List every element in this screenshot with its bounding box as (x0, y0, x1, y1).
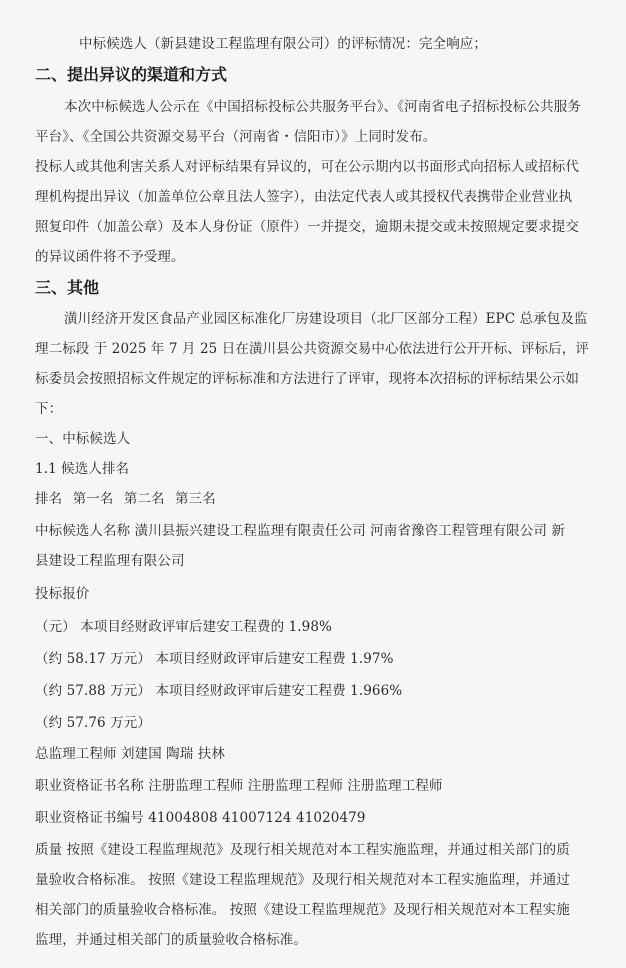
quality-line: 监理，并通过相关部门的质量验收合格标准。 (35, 932, 307, 948)
rank-value: 第一名 (72, 491, 114, 507)
s2-para2-line: 照复印件（加盖公章）及本人身份证（原件）一并提交，逾期未提交或未按照规定要求提交 (35, 219, 579, 235)
supervisors-line: 总监理工程师 刘建国 陶瑞 扶林 (35, 746, 225, 762)
s2-para2-line: 的异议函件将不予受理。 (35, 249, 185, 265)
candidate-names-line: 县建设工程监理有限公司 (35, 553, 185, 569)
section2-heading: 二、提出异议的渠道和方式 (35, 65, 228, 84)
intro-line: 中标候选人（新县建设工程监理有限公司）的评标情况：完全响应； (79, 36, 487, 52)
s2-para1-line: 本次中标候选人公示在《中国招标投标公共服务平台》、《河南省电子招标投标公共服务 (64, 99, 581, 115)
bid-line: （约 57.88 万元） 本项目经财政评审后建安工程费 1.966% (35, 683, 403, 699)
bid-line: （约 58.17 万元） 本项目经财政评审后建安工程费 1.97% (35, 651, 394, 667)
section3-heading: 三、其他 (35, 278, 100, 297)
s3-para-line: 理二标段 于 2025 年 7 月 25 日在潢川县公共资源交易中心依法进行公开开标、评标后，评 (35, 341, 589, 357)
quality-line: 质量 按照《建设工程监理规范》及现行相关规范对本工程实施监理，并通过相关部门的质 (35, 842, 570, 858)
cert-numbers-line: 职业资格证书编号 41004808 41007124 41020479 (35, 810, 366, 826)
s2-para2-line: 投标人或其他利害关系人对评标结果有异议的，可在公示期内以书面形式向招标人或招标代 (35, 159, 579, 175)
subheading-candidates: 一、中标候选人 (35, 431, 131, 447)
cert-names-line: 职业资格证书名称 注册监理工程师 注册监理工程师 注册监理工程师 (35, 778, 443, 794)
s2-para1-line: 平台》、《全国公共资源交易平台（河南省・信阳市）》上同时发布。 (35, 129, 437, 145)
s2-para2-line: 理机构提出异议（加盖单位公章且法人签字），由法定代表人或其授权代表携带企业营业执 (35, 189, 573, 205)
s3-para-line: 下： (35, 401, 63, 417)
rank-value: 第二名 (123, 491, 165, 507)
bid-line: （约 57.76 万元） (35, 715, 151, 731)
rank-value: 第三名 (175, 491, 216, 507)
quality-line: 相关部门的质量验收合格标准。 按照《建设工程监理规范》及现行相关规范对本工程实施 (35, 902, 570, 918)
quality-line: 量验收合格标准。 按照《建设工程监理规范》及现行相关规范对本工程实施监理，并通过 (35, 872, 570, 888)
bid-line: （元） 本项目经财政评审后建安工程费的 1.98% (35, 619, 332, 635)
bid-label: 投标报价 (35, 586, 90, 602)
rank-label: 排名 (35, 491, 63, 507)
candidate-names-line: 中标候选人名称 潢川县振兴建设工程监理有限责任公司 河南省豫咨工程管理有限公司 新 (35, 523, 565, 539)
s3-para-line: 标委员会按照招标文件规定的评标标准和方法进行了评审，现将本次招标的评标结果公示如 (35, 371, 579, 387)
subheading-ranking: 1.1 候选人排名 (35, 461, 130, 477)
s3-para-line: 潢川经济开发区食品产业园区标准化厂房建设项目（北厂区部分工程）EPC 总承包及监 (64, 311, 588, 327)
rank-row (35, 489, 216, 509)
